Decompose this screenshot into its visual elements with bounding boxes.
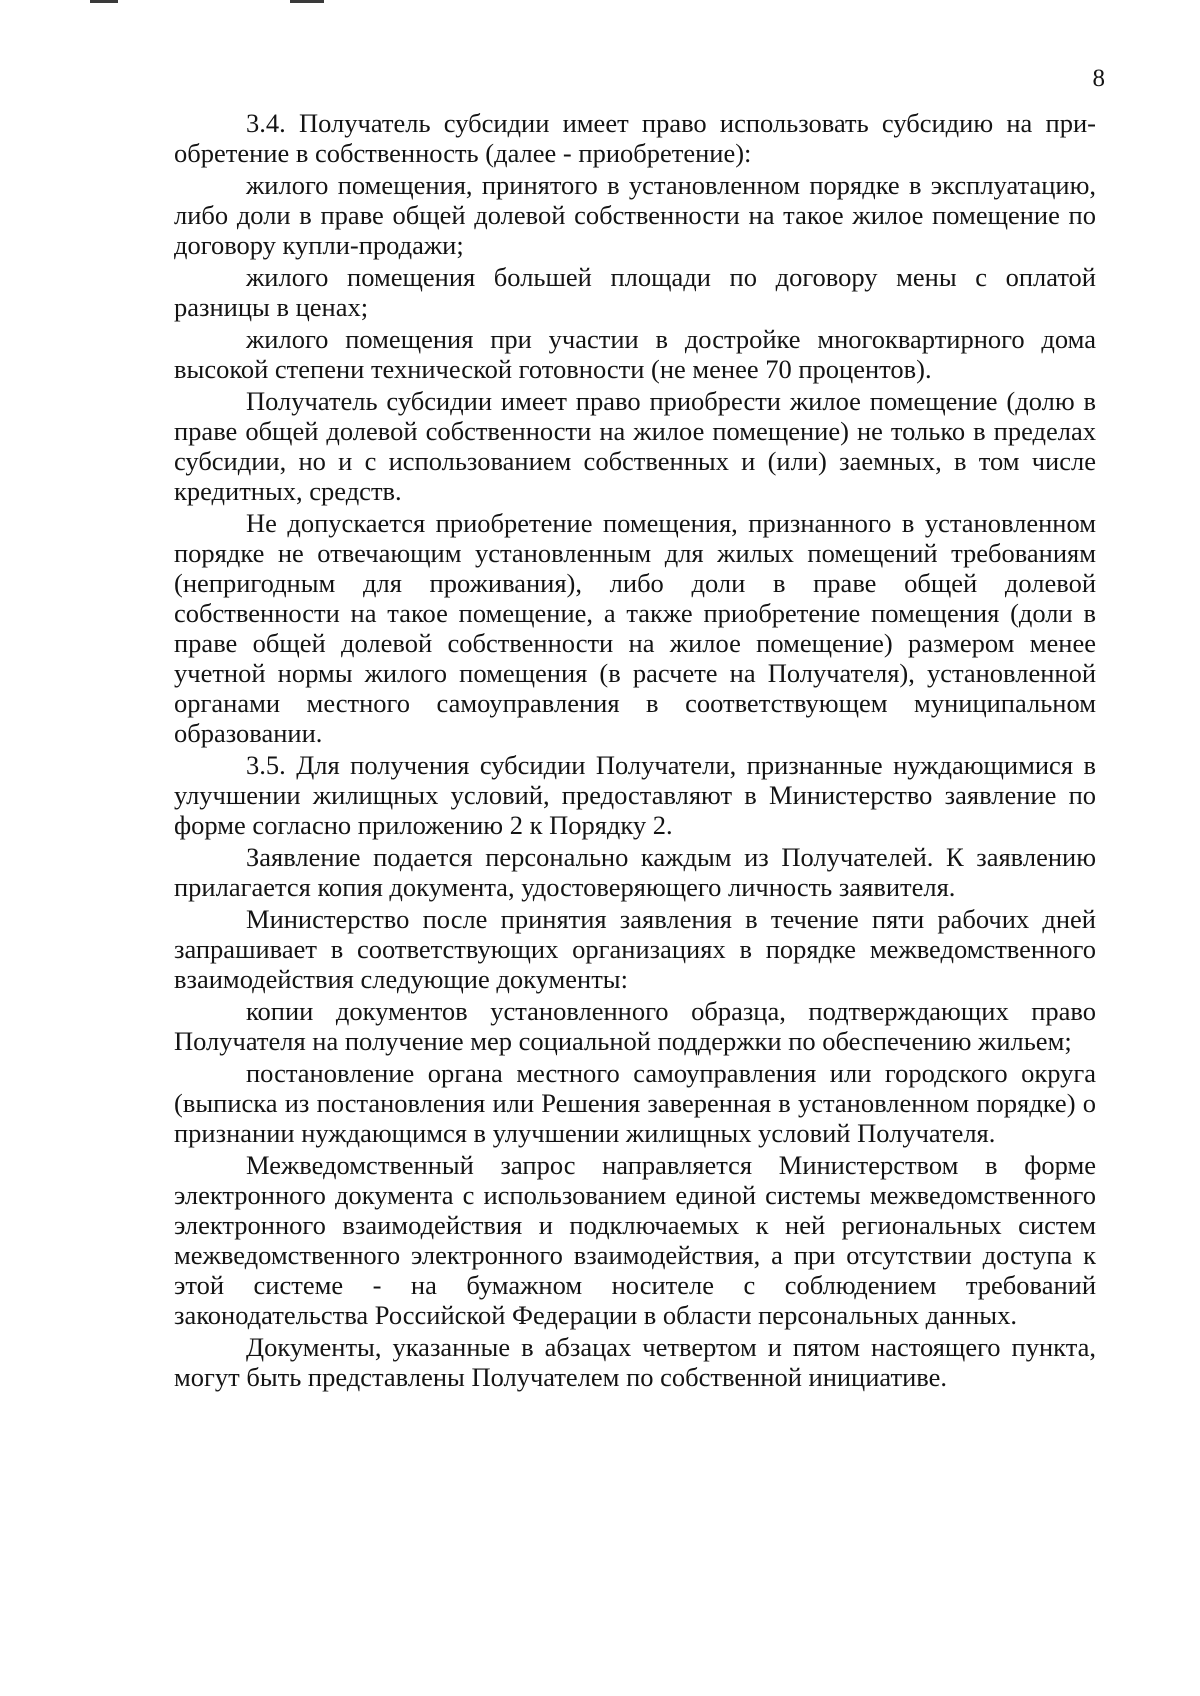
paragraph: Документы, указанные в абзацах четвертом и пятом настоящего пункта, могут быть представлены Получателем по собственной инициативе. [174, 1332, 1096, 1392]
page-number: 8 [1092, 65, 1105, 92]
paragraph-list-item: постановление органа местного самоуправления или городского округа (выписка из постановления или Решения заверенная в установленном порядке) о признании нуждающимся в улучшении жилищных условий Получателя. [174, 1058, 1096, 1148]
paragraph-3-5: 3.5. Для получения субсидии Получатели, признанные нуждающимися в улучшении жилищных условий, предоставляют в Министерство заявление по форме согласно приложению 2 к Порядку 2. [174, 750, 1096, 840]
paragraph-3-4: 3.4. Получатель субсидии имеет право использовать субсидию на приобретение в собственность (далее - приобретение): [174, 108, 1096, 168]
paragraph: Министерство после принятия заявления в течение пяти рабочих дней запрашивает в соответствующих организациях в порядке межведомственного взаимодействия следующие документы: [174, 904, 1096, 994]
scan-artifact [90, 0, 118, 3]
paragraph: Не допускается приобретение помещения, признанного в установленном порядке не отвечающим установленным для жилых помещений требованиям (непригодным для проживания), либо доли в праве общей долевой собственности на такое помещение, а также приобретение помещения (доли в праве общей долевой собственности на жилое помещение) размером менее учетной нормы жилого помещения (в расчете на Получателя), установленной органами местного самоуправления в соответствующем муниципальном образовании. [174, 508, 1096, 748]
paragraph-list-item: копии документов установленного образца, подтверждающих право Получателя на получение мер социальной поддержки по обеспечению жильем; [174, 996, 1096, 1056]
paragraph-list-item-3: жилого помещения при участии в достройке многоквартирного дома высокой степени технической готовности (не менее 70 процентов). [174, 324, 1096, 384]
paragraph: Получатель субсидии имеет право приобрести жилое помещение (долю в праве общей долевой собственности на жилое помещение) не только в пределах субсидии, но и с использованием собственных и (или) заемных, в том числе кредитных, средств. [174, 386, 1096, 506]
document-body [174, 108, 1096, 1394]
paragraph: Межведомственный запрос направляется Министерством в форме электронного документа с использованием единой системы межведомственного электронного взаимодействия и подключаемых к ней региональных систем межведомственного электронного взаимодействия, а при отсутствии доступа к этой системе - на бумажном носителе с соблюдением требований законодательства Российской Федерации в области персональных данных. [174, 1150, 1096, 1330]
paragraph: Заявление подается персонально каждым из Получателей. К заявлению прилагается копия документа, удостоверяющего личность заявителя. [174, 842, 1096, 902]
scan-artifact [290, 0, 324, 3]
paragraph-list-item-2: жилого помещения большей площади по договору мены с оплатой разницы в ценах; [174, 262, 1096, 322]
paragraph-list-item-1: жилого помещения, принятого в установленном порядке в эксплуатацию, либо доли в праве общей долевой собственности на такое жилое помещение по договору купли-продажи; [174, 170, 1096, 260]
